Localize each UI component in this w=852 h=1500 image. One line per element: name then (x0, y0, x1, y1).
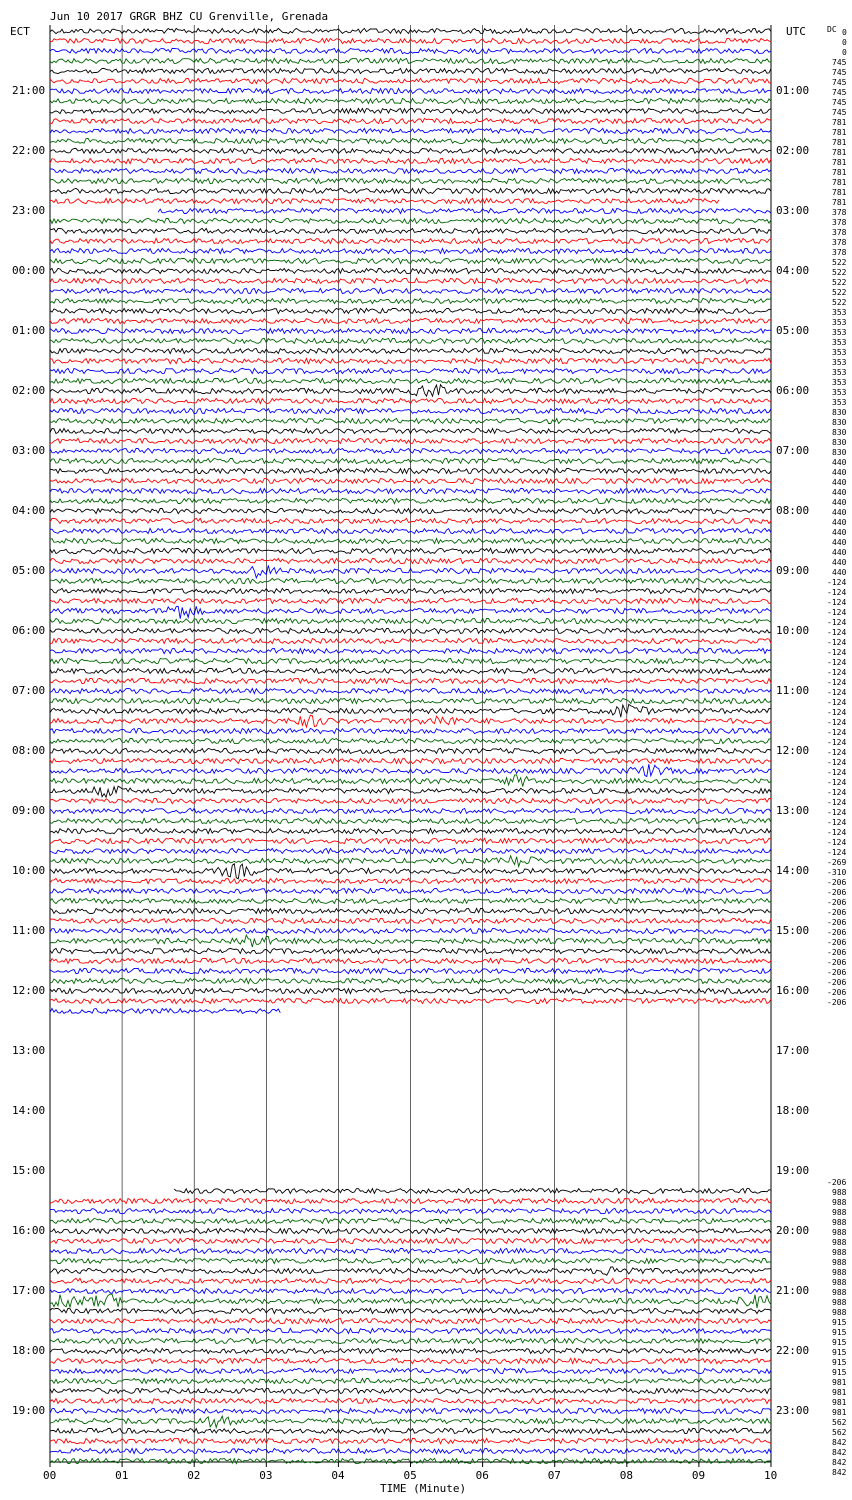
right-hour-label-1900: 19:00 (776, 1164, 810, 1177)
dc-offset-label: 745 (832, 68, 847, 77)
dc-offset-label: 440 (832, 558, 847, 567)
dc-offset-label: -124 (827, 808, 847, 817)
x-tick-label-04: 04 (331, 1469, 345, 1482)
x-tick-label-01: 01 (115, 1469, 129, 1482)
dc-offset-label: 988 (832, 1218, 847, 1227)
left-hour-label-1700: 17:00 (12, 1284, 46, 1297)
left-hour-label-0600: 06:00 (12, 624, 46, 637)
right-hour-label-1000: 10:00 (776, 624, 810, 637)
trace-line-18 (158, 208, 771, 213)
dc-offset-label: 988 (832, 1238, 847, 1247)
x-tick-label-07: 07 (547, 1469, 561, 1482)
dc-offset-label: -124 (827, 718, 847, 727)
right-hour-label-1200: 12:00 (776, 744, 810, 757)
x-tick-label-09: 09 (691, 1469, 706, 1482)
dc-offset-label: 353 (832, 388, 847, 397)
left-hour-label-2300: 23:00 (12, 204, 46, 217)
dc-offset-label: -124 (827, 618, 847, 627)
dc-offset-label: 353 (832, 318, 847, 327)
dc-offset-label: -206 (827, 918, 847, 927)
dc-offset-label: 842 (832, 1448, 847, 1457)
x-tick-label-10: 10 (764, 1469, 778, 1482)
dc-offset-label: -124 (827, 588, 847, 597)
dc-offset-label: 781 (832, 148, 847, 157)
right-hour-label-0600: 06:00 (776, 384, 810, 397)
dc-offset-label: 440 (832, 498, 847, 507)
dc-offset-label: 378 (832, 218, 847, 227)
dc-offset-label: 440 (832, 548, 847, 557)
dc-offset-label: 830 (832, 408, 847, 417)
dc-offset-label: 353 (832, 368, 847, 377)
dc-offset-label: -124 (827, 598, 847, 607)
dc-offset-label: 981 (832, 1408, 847, 1417)
dc-offset-label: -206 (827, 978, 847, 987)
dc-offset-label: 440 (832, 508, 847, 517)
dc-offset-label: 915 (832, 1348, 847, 1357)
dc-offset-label: -124 (827, 698, 847, 707)
left-hour-label-1100: 11:00 (12, 924, 46, 937)
dc-offset-label: 745 (832, 108, 847, 117)
dc-offset-label: -124 (827, 838, 847, 847)
dc-offset-label: -124 (827, 738, 847, 747)
left-hour-label-1600: 16:00 (12, 1224, 46, 1237)
dc-offset-label: -124 (827, 788, 847, 797)
x-tick-label-08: 08 (619, 1469, 634, 1482)
right-hour-label-0800: 08:00 (776, 504, 810, 517)
left-hour-label-0700: 07:00 (12, 684, 46, 697)
dc-offset-label: 440 (832, 468, 847, 477)
dc-offset-label: -206 (827, 888, 847, 897)
right-hour-label-1700: 17:00 (776, 1044, 810, 1057)
dc-offset-label: -124 (827, 778, 847, 787)
dc-offset-label: -124 (827, 848, 847, 857)
dc-offset-label: 988 (832, 1308, 847, 1317)
dc-offset-label: 988 (832, 1288, 847, 1297)
dc-offset-label: -206 (827, 938, 847, 947)
dc-offset-label: 353 (832, 358, 847, 367)
left-hour-label-1500: 15:00 (12, 1164, 46, 1177)
left-hour-label-2100: 21:00 (12, 84, 46, 97)
right-hour-label-1100: 11:00 (776, 684, 810, 697)
dc-offset-label: 915 (832, 1328, 847, 1337)
dc-offset-label: 781 (832, 128, 847, 137)
dc-offset-label: 522 (832, 288, 847, 297)
right-hour-label-2200: 22:00 (776, 1344, 810, 1357)
dc-offset-label: 842 (832, 1468, 847, 1477)
dc-offset-label: 915 (832, 1338, 847, 1347)
right-hour-label-0100: 01:00 (776, 84, 810, 97)
left-hour-label-0100: 01:00 (12, 324, 46, 337)
dc-offset-label: -206 (827, 1178, 847, 1187)
left-timezone-label: ECT (10, 25, 30, 38)
dc-offset-label: -206 (827, 948, 847, 957)
right-hour-label-1600: 16:00 (776, 984, 810, 997)
dc-offset-label: 745 (832, 98, 847, 107)
dc-offset-label: 842 (832, 1458, 847, 1467)
right-hour-label-2100: 21:00 (776, 1284, 810, 1297)
left-hour-label-1300: 13:00 (12, 1044, 46, 1057)
dc-offset-label: 440 (832, 528, 847, 537)
dc-offset-label: 915 (832, 1318, 847, 1327)
dc-offset-label: 440 (832, 478, 847, 487)
dc-offset-label: 745 (832, 78, 847, 87)
dc-offset-label: -124 (827, 578, 847, 587)
dc-offset-label: 915 (832, 1358, 847, 1367)
right-hour-label-0200: 02:00 (776, 144, 810, 157)
dc-offset-label: 562 (832, 1428, 847, 1437)
dc-header-label: DC (827, 25, 837, 34)
dc-offset-label: -124 (827, 798, 847, 807)
dc-offset-label: 440 (832, 518, 847, 527)
x-tick-label-00: 00 (43, 1469, 57, 1482)
dc-offset-label: 830 (832, 438, 847, 447)
dc-offset-label: 981 (832, 1378, 847, 1387)
dc-offset-label: 353 (832, 328, 847, 337)
left-hour-label-0000: 00:00 (12, 264, 46, 277)
dc-offset-label: 0 (842, 28, 847, 37)
left-hour-label-0500: 05:00 (12, 564, 46, 577)
dc-offset-label: -206 (827, 928, 847, 937)
dc-offset-label: -310 (827, 868, 847, 877)
dc-offset-label: 830 (832, 448, 847, 457)
left-hour-label-1400: 14:00 (12, 1104, 46, 1117)
dc-offset-label: 830 (832, 418, 847, 427)
dc-offset-label: 981 (832, 1388, 847, 1397)
dc-offset-label: -206 (827, 968, 847, 977)
dc-offset-label: 988 (832, 1298, 847, 1307)
dc-offset-label: 781 (832, 138, 847, 147)
right-hour-label-0900: 09:00 (776, 564, 810, 577)
trace-line-17 (50, 198, 719, 203)
dc-offset-label: 353 (832, 378, 847, 387)
right-hour-label-2000: 20:00 (776, 1224, 810, 1237)
dc-offset-label: 353 (832, 398, 847, 407)
dc-offset-label: 988 (832, 1188, 847, 1197)
trace-line-98 (50, 1009, 280, 1014)
dc-offset-label: 781 (832, 198, 847, 207)
right-hour-label-0300: 03:00 (776, 204, 810, 217)
right-hour-label-1400: 14:00 (776, 864, 810, 877)
right-hour-label-0700: 07:00 (776, 444, 810, 457)
x-axis-label: TIME (Minute) (380, 1482, 467, 1495)
dc-offset-label: 440 (832, 538, 847, 547)
dc-offset-label: 0 (842, 48, 847, 57)
dc-offset-label: 988 (832, 1268, 847, 1277)
left-hour-label-0300: 03:00 (12, 444, 46, 457)
right-hour-label-1500: 15:00 (776, 924, 810, 937)
dc-offset-label: -206 (827, 878, 847, 887)
dc-offset-label: 830 (832, 428, 847, 437)
dc-offset-label: -124 (827, 768, 847, 777)
dc-offset-label: -124 (827, 828, 847, 837)
dc-offset-label: 562 (832, 1418, 847, 1427)
x-tick-label-03: 03 (259, 1469, 273, 1482)
left-hour-label-1000: 10:00 (12, 864, 46, 877)
dc-offset-label: 353 (832, 308, 847, 317)
dc-offset-label: 988 (832, 1258, 847, 1267)
dc-offset-label: 781 (832, 178, 847, 187)
dc-offset-label: 745 (832, 58, 847, 67)
right-hour-label-1800: 18:00 (776, 1104, 810, 1117)
dc-offset-label: 745 (832, 88, 847, 97)
dc-offset-label: -124 (827, 608, 847, 617)
right-timezone-label: UTC (786, 25, 806, 38)
dc-offset-label: 522 (832, 298, 847, 307)
dc-offset-label: -206 (827, 898, 847, 907)
dc-offset-label: 781 (832, 158, 847, 167)
dc-offset-label: -124 (827, 628, 847, 637)
dc-offset-label: -124 (827, 678, 847, 687)
dc-offset-label: 522 (832, 268, 847, 277)
dc-offset-label: 353 (832, 348, 847, 357)
dc-offset-label: -206 (827, 908, 847, 917)
dc-offset-label: 522 (832, 278, 847, 287)
dc-offset-label: -124 (827, 818, 847, 827)
dc-offset-label: 440 (832, 568, 847, 577)
dc-offset-label: 988 (832, 1198, 847, 1207)
dc-offset-label: -206 (827, 958, 847, 967)
dc-offset-label: 981 (832, 1398, 847, 1407)
x-tick-label-06: 06 (475, 1469, 489, 1482)
dc-offset-label: -124 (827, 758, 847, 767)
left-hour-label-1900: 19:00 (12, 1404, 46, 1417)
dc-offset-label: 378 (832, 248, 847, 257)
dc-offset-label: 781 (832, 188, 847, 197)
trace-line-116 (174, 1189, 771, 1194)
left-hour-label-1200: 12:00 (12, 984, 46, 997)
left-hour-label-0900: 09:00 (12, 804, 46, 817)
x-tick-label-02: 02 (187, 1469, 201, 1482)
dc-offset-label: -124 (827, 668, 847, 677)
dc-offset-label: 440 (832, 488, 847, 497)
dc-offset-label: 353 (832, 338, 847, 347)
dc-offset-label: 988 (832, 1208, 847, 1217)
left-hour-label-0200: 02:00 (12, 384, 46, 397)
dc-offset-label: 440 (832, 458, 847, 467)
dc-offset-label: -124 (827, 748, 847, 757)
dc-offset-label: -269 (827, 858, 847, 867)
right-hour-label-2300: 23:00 (776, 1404, 810, 1417)
dc-offset-label: 988 (832, 1248, 847, 1257)
dc-offset-label: 378 (832, 238, 847, 247)
dc-offset-label: 988 (832, 1228, 847, 1237)
right-hour-label-0400: 04:00 (776, 264, 810, 277)
right-hour-label-1300: 13:00 (776, 804, 810, 817)
dc-offset-label: -206 (827, 988, 847, 997)
dc-offset-label: 842 (832, 1438, 847, 1447)
dc-offset-label: 378 (832, 208, 847, 217)
dc-offset-label: 915 (832, 1368, 847, 1377)
dc-offset-label: 988 (832, 1278, 847, 1287)
left-hour-label-0400: 04:00 (12, 504, 46, 517)
dc-offset-label: -124 (827, 638, 847, 647)
chart-title: Jun 10 2017 GRGR BHZ CU Grenville, Grenada (50, 10, 329, 23)
dc-offset-label: -124 (827, 728, 847, 737)
dc-offset-label: -124 (827, 708, 847, 717)
dc-offset-label: 781 (832, 118, 847, 127)
left-hour-label-1800: 18:00 (12, 1344, 46, 1357)
dc-offset-label: 522 (832, 258, 847, 267)
dc-offset-label: -124 (827, 648, 847, 657)
dc-offset-label: 781 (832, 168, 847, 177)
x-tick-label-05: 05 (403, 1469, 417, 1482)
left-hour-label-0800: 08:00 (12, 744, 46, 757)
dc-offset-label: -206 (827, 998, 847, 1007)
dc-offset-label: -124 (827, 658, 847, 667)
dc-offset-label: 378 (832, 228, 847, 237)
dc-offset-label: 0 (842, 38, 847, 47)
right-hour-label-0500: 05:00 (776, 324, 810, 337)
left-hour-label-2200: 22:00 (12, 144, 46, 157)
dc-offset-label: -124 (827, 688, 847, 697)
